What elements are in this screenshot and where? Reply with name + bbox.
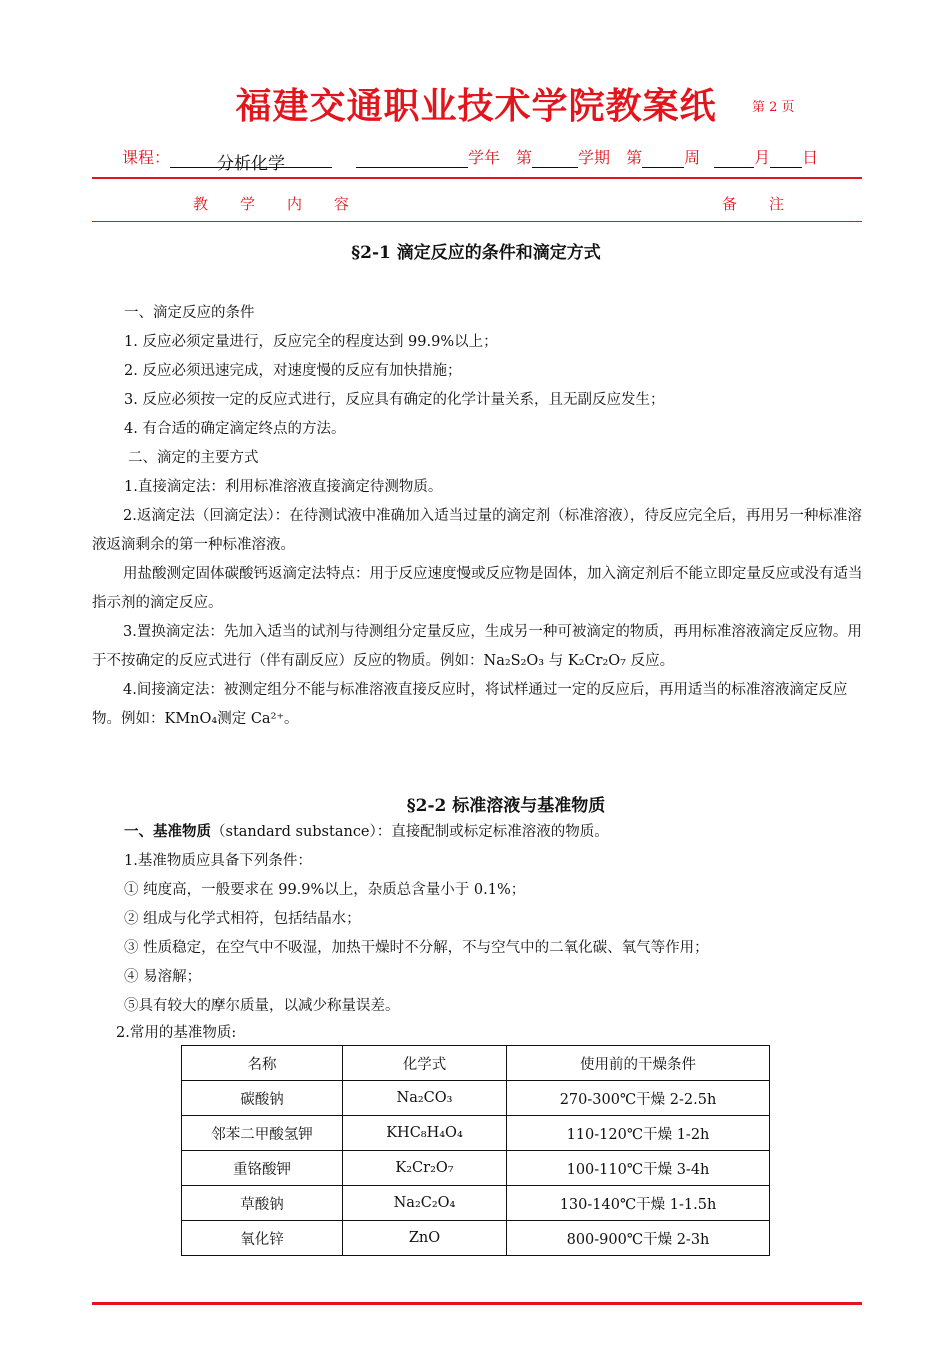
week-blank [642, 149, 684, 168]
table-cell: ZnO [343, 1221, 507, 1256]
course-value: 分析化学 [170, 149, 332, 168]
month-blank [714, 149, 754, 168]
method-3-end: 反应。 [626, 653, 675, 669]
method-3-and: 与 [544, 653, 568, 669]
method-3-text: 3.置换滴定法：先加入适当的试剂与待测组分定量反应，生成另一种可被滴定的物质，再用标准溶液滴定反应物。用于不按确定的反应式进行（伴有副反应）反应的物质。例如： [92, 624, 862, 669]
column-header-divider [92, 221, 862, 222]
year-label: 学年 [468, 148, 501, 167]
table-cell: 110-120℃干燥 1-2h [507, 1116, 770, 1151]
condition-4: 4. 有合适的确定滴定终点的方法。 [124, 421, 346, 437]
course-info-line [122, 145, 819, 174]
table-header-cell: 名称 [182, 1046, 343, 1081]
table-cell: Na₂C₂O₄ [343, 1186, 507, 1221]
requirement-3: ③ 性质稳定，在空气中不吸湿，加热干燥时不分解，不与空气中的二氧化碳、氧气等作用； [124, 940, 709, 956]
condition-3: 3. 反应必须按一定的反应式进行，反应具有确定的化学计量关系，且无副反应发生； [124, 392, 665, 408]
table-cell: 重铬酸钾 [182, 1151, 343, 1186]
term-label: 学期 [578, 148, 611, 167]
column-content-label: 教学内容 [193, 195, 382, 213]
method-2-example: 用盐酸测定固体碳酸钙返滴定法特点：用于反应速度慢或反应物是固体，加入滴定剂后不能立即定量反应或没有适当指示剂的滴定反应。 [92, 566, 863, 611]
table-header-row [182, 1046, 770, 1081]
week-prefix: 第 [626, 148, 643, 167]
table-cell: K₂Cr₂O₇ [343, 1151, 507, 1186]
term-blank [532, 149, 578, 168]
standard-substance-table [181, 1045, 770, 1256]
table-cell: 130-140℃干燥 1-1.5h [507, 1186, 770, 1221]
day-label: 日 [802, 148, 819, 167]
page-title: 福建交通职业技术学院教案纸 [235, 85, 717, 127]
heading-standard-substance-def: （standard substance）：直接配制或标定标准溶液的物质。 [211, 824, 609, 840]
table-cell: KHC₈H₄O₄ [343, 1116, 507, 1151]
heading-standard-substance-bold: 一、基准物质 [124, 823, 211, 840]
table-row [182, 1186, 770, 1221]
table-header-cell: 化学式 [343, 1046, 507, 1081]
table-row [182, 1081, 770, 1116]
requirement-4: ④ 易溶解； [124, 969, 202, 985]
common-substances-heading: 2.常用的基准物质: [116, 1025, 237, 1041]
header-divider [92, 177, 862, 179]
day-blank [770, 149, 802, 168]
table-cell: 碳酸钠 [182, 1081, 343, 1116]
table-row [182, 1151, 770, 1186]
table-row [182, 1116, 770, 1151]
requirement-2: ② 组成与化学式相符，包括结晶水； [124, 911, 361, 927]
heading-methods: 二、滴定的主要方式 [128, 450, 259, 466]
method-4: 4.间接滴定法：被测定组分不能与标准溶液直接反应时，将试样通过一定的反应后，再用适当的标准溶液滴定反应物。例如：KMnO₄测定 Ca²⁺。 [92, 682, 848, 727]
table-cell: 邻苯二甲酸氢钾 [182, 1116, 343, 1151]
table-header-cell: 使用前的干燥条件 [507, 1046, 770, 1081]
table-cell: 草酸钠 [182, 1186, 343, 1221]
section-2-1-title: §2-1 滴定反应的条件和滴定方式 [351, 243, 601, 263]
table-cell: 800-900℃干燥 2-3h [507, 1221, 770, 1256]
term-prefix: 第 [516, 148, 533, 167]
table-cell: 100-110℃干燥 3-4h [507, 1151, 770, 1186]
table-cell: Na₂CO₃ [343, 1081, 507, 1116]
method-1: 1.直接滴定法：利用标准溶液直接滴定待测物质。 [124, 479, 443, 495]
year-blank [356, 149, 468, 168]
requirements-heading: 1.基准物质应具备下列条件： [124, 853, 312, 869]
formula-na2s2o3: Na₂S₂O₃ [483, 653, 545, 669]
table-cell: 氧化锌 [182, 1221, 343, 1256]
footer-divider [92, 1302, 862, 1305]
table-cell: 270-300℃干燥 2-2.5h [507, 1081, 770, 1116]
section-2-2-title: §2-2 标准溶液与基准物质 [406, 796, 606, 816]
requirement-5: ⑤具有较大的摩尔质量，以减少称量误差。 [124, 998, 400, 1014]
course-label: 课程： [122, 148, 171, 167]
table-row [182, 1221, 770, 1256]
condition-1: 1. 反应必须定量进行，反应完全的程度达到 99.9%以上； [124, 334, 498, 350]
formula-k2cr2o7: K₂Cr₂O₇ [567, 653, 626, 669]
requirement-1: ① 纯度高，一般要求在 99.9%以上，杂质总含量小于 0.1%； [124, 882, 526, 898]
column-notes-label: 备注 [722, 195, 817, 213]
condition-2: 2. 反应必须迅速完成，对速度慢的反应有加快措施； [124, 363, 462, 379]
method-2: 2.返滴定法（回滴定法）：在待测试液中准确加入适当过量的滴定剂（标准溶液），待反应完全后，再用另一种标准溶液返滴剩余的第一种标准溶液。 [92, 508, 862, 553]
month-label: 月 [754, 148, 771, 167]
heading-conditions: 一、滴定反应的条件 [124, 305, 255, 321]
week-label: 周 [684, 148, 701, 167]
heading-standard-substance [124, 822, 609, 842]
method-3 [92, 618, 864, 676]
page-number: 第 2 页 [752, 100, 795, 115]
